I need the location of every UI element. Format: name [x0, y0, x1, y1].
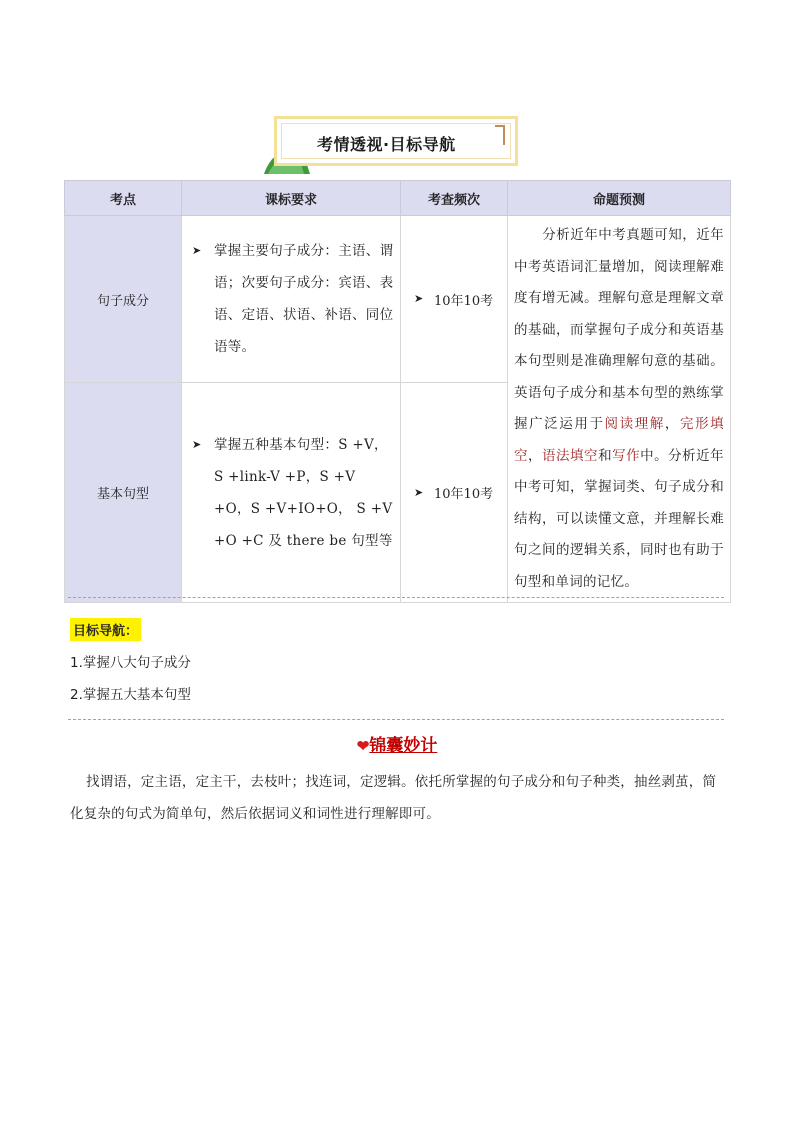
divider — [68, 719, 724, 720]
tip-body: 找谓语，定主语，定主干，去枝叶；找连词，定逻辑。依托所掌握的句子成分和句子种类，抽丝剥茧，简化复杂的句式为简单句，然后依据词义和词性进行理解即可。 — [70, 774, 717, 822]
exam-analysis-table — [64, 180, 731, 603]
topic-cell: 基本句型 — [65, 383, 182, 603]
frequency-cell — [401, 216, 508, 383]
frequency-cell — [401, 383, 508, 603]
frequency-text: 10年10考 — [434, 487, 494, 503]
prediction-highlight-writing: 写作 — [612, 447, 641, 464]
table-row — [65, 216, 731, 383]
topic-cell: 句子成分 — [65, 216, 182, 383]
frequency-text: 10年10考 — [434, 293, 494, 309]
requirement-cell — [182, 216, 401, 383]
banner-corner-mark-top — [495, 125, 505, 127]
header-frequency: 考查频次 — [401, 181, 508, 216]
prediction-text-end: 中。分析近年中考可知，掌握词类、句子成分和结构，可以读懂文意，并理解长难句之间的逻辑关系，同时也有助于句型和单词的记忆。 — [514, 447, 724, 590]
banner-frame — [274, 116, 518, 166]
goal-label: 目标导航： — [70, 618, 141, 641]
prediction-highlight-cloze: 完形填空 — [514, 416, 724, 464]
section-banner — [262, 110, 524, 174]
prediction-highlight-reading: 阅读理解 — [604, 416, 665, 432]
arrow-bullet-icon: ➤ — [192, 437, 202, 451]
arrow-bullet-icon: ➤ — [192, 244, 202, 258]
arrow-bullet-icon: ➤ — [414, 485, 424, 499]
goal-item: 2.掌握五大基本句型 — [70, 687, 191, 703]
requirement-text: 掌握主要句子成分：主语、谓语；次要句子成分：宾语、表语、定语、状语、补语、同位语等。 — [214, 243, 394, 356]
header-requirement: 课标要求 — [182, 181, 401, 216]
prediction-highlight-grammar: 语法填空 — [542, 447, 599, 464]
divider — [68, 597, 724, 598]
tip-title: ❤锦囊妙计 — [356, 736, 438, 756]
requirement-cell — [182, 383, 401, 603]
heart-icon: ❤ — [356, 737, 370, 755]
banner-title: 考情透视·目标导航 — [317, 135, 456, 154]
prediction-cell: 分析近年中考真题可知，近年中考英语词汇量增加，阅读理解难度有增无减。理解句意是理解文章的基础，而掌握句子成分和英语基本句型则是准确理解句意的基础。英语句子成分和基本句型的熟练掌握广泛运用于阅读理解，完形填空，语法填空和写作中。分析近年中考可知，掌握词类、句子成分和结构，可以读懂文意，并理解长难句之间的逻辑关系，同时也有助于句型和单词的记忆。 — [508, 216, 731, 603]
header-topic: 考点 — [65, 181, 182, 216]
table-header-row — [65, 181, 731, 216]
prediction-text: 分析近年中考真题可知，近年中考英语词汇量增加，阅读理解难度有增无减。理解句意是理解文章的基础，而掌握句子成分和英语基本句型则是准确理解句意的基础。英语句子成分和基本句型的熟练掌握广泛运用于 — [514, 227, 724, 432]
arrow-bullet-icon: ➤ — [414, 292, 424, 306]
goal-item: 1.掌握八大句子成分 — [70, 655, 191, 671]
banner-corner-mark — [503, 125, 505, 145]
header-prediction: 命题预测 — [508, 181, 731, 216]
requirement-text: 掌握五种基本句型：S +V，S +link-V +P，S +V +O，S +V+IO+O， S +V +O +C 及 there be 句型等 — [214, 436, 393, 549]
